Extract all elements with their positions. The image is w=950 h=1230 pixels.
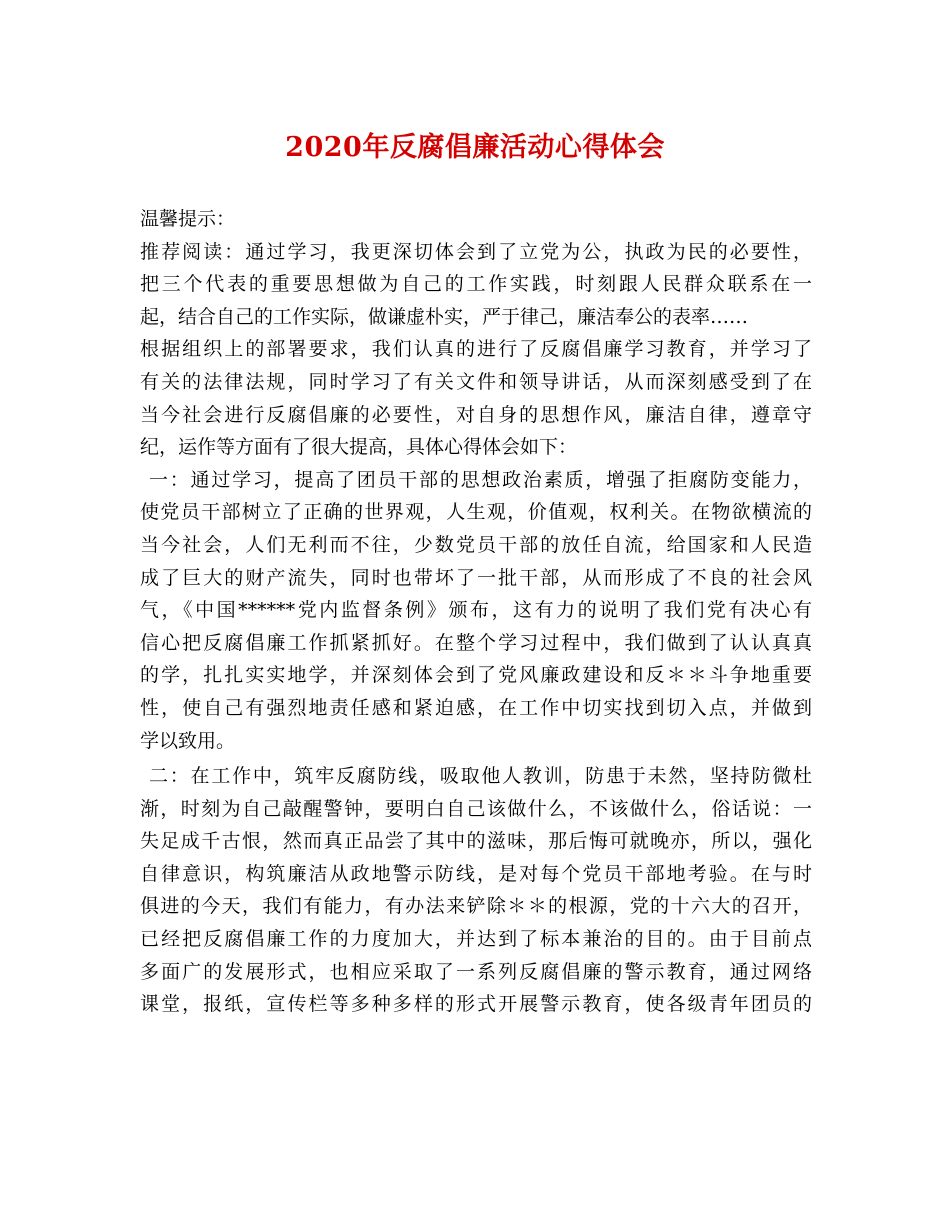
text-line: 已经把反腐倡廉工作的力度加大，并达到了标本兼治的目的。由于目前点: [140, 928, 812, 951]
text-line: 自律意识，构筑廉洁从政地警示防线，是对每个党员干部地考验。在与时: [140, 862, 812, 885]
text-line-intro-label: 温馨提示：: [140, 208, 236, 230]
text-line: 信心把反腐倡廉工作抓紧抓好。在整个学习过程中，我们做到了认认真真: [140, 631, 812, 654]
text-line: 俱进的今天，我们有能力，有办法来铲除＊＊的根源，党的十六大的召开，: [140, 895, 812, 918]
text-line: 成了巨大的财产流失，同时也带坏了一批干部，从而形成了不良的社会风: [140, 566, 812, 589]
text-line: 把三个代表的重要思想做为自己的工作实践，时刻跟人民群众联系在一: [140, 273, 812, 296]
text-line: 课堂，报纸，宣传栏等多种多样的形式开展警示教育，使各级青年团员的: [140, 993, 812, 1016]
text-line: 使党员干部树立了正确的世界观，人生观，价值观，权利关。在物欲横流的: [140, 501, 812, 524]
document-body: [140, 203, 812, 1021]
text-line: 推荐阅读：通过学习，我更深切体会到了立党为公，执政为民的必要性，: [140, 240, 812, 263]
document-title: 2020年反腐倡廉活动心得体会: [285, 132, 665, 163]
section-two-first-line: 二：在工作中，筑牢反腐防线，吸取他人教训，防患于未然，坚持防微杜: [149, 765, 812, 788]
text-line: 渐，时刻为自己敲醒警钟，要明白自己该做什么，不该做什么，俗话说：一: [140, 797, 812, 820]
text-line: 多面广的发展形式，也相应采取了一系列反腐倡廉的警示教育，通过网络: [140, 960, 812, 983]
text-line: 的学，扎扎实实地学，并深刻体会到了党风廉政建设和反＊＊斗争地重要: [140, 664, 812, 687]
text-line: 学以致用。: [140, 729, 236, 752]
text-line: 当今社会进行反腐倡廉的必要性，对自身的思想作风，廉洁自律，遵章守: [140, 403, 812, 426]
text-line: 性，使自己有强烈地责任感和紧迫感，在工作中切实找到切入点，并做到: [140, 696, 812, 719]
text-line: 起，结合自己的工作实际，做谦虚朴实，严于律己，廉洁奉公的表率……: [140, 305, 749, 328]
text-line: 失足成千古恨，然而真正品尝了其中的滋味，那后悔可就晚亦，所以，强化: [140, 830, 812, 853]
text-line: 根据组织上的部署要求，我们认真的进行了反腐倡廉学习教育，并学习了: [140, 338, 812, 361]
section-one-first-line: 一：通过学习，提高了团员干部的思想政治素质，增强了拒腐防变能力，: [149, 468, 812, 491]
text-line: 当今社会，人们无利而不往，少数党员干部的放任自流，给国家和人民造: [140, 533, 812, 556]
text-line: 纪，运作等方面有了很大提高，具体心得体会如下：: [140, 436, 578, 459]
text-line: 有关的法律法规，同时学习了有关文件和领导讲话，从而深刻感受到了在: [140, 370, 812, 393]
text-line: 气，《中国******党内监督条例》颁布，这有力的说明了我们党有决心有: [140, 599, 812, 622]
